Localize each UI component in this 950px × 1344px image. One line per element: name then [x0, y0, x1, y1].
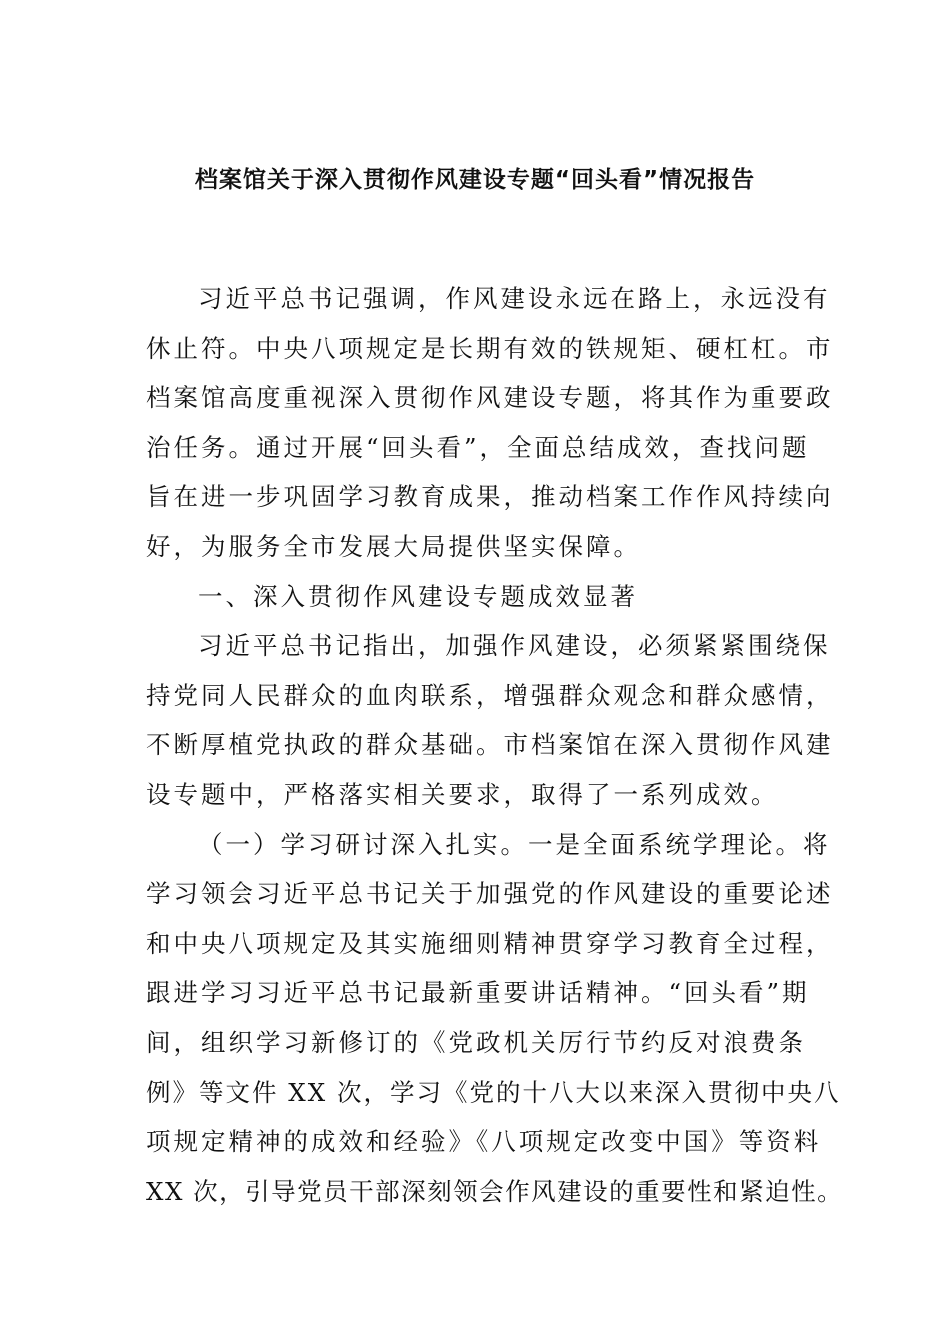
- text-line: 持党同人民群众的血肉联系，增强群众观念和群众感情，: [146, 680, 834, 710]
- text-line: XX 次，引导党员干部深刻领会作风建设的重要性和紧迫性。: [146, 1176, 844, 1206]
- section-heading: 一、深入贯彻作风建设专题成效显著: [198, 581, 638, 611]
- text-line: 档案馆高度重视深入贯彻作风建设专题，将其作为重要政: [146, 383, 834, 413]
- text-line: 间，组织学习新修订的《党政机关厉行节约反对浪费条: [146, 1027, 806, 1057]
- subsection-line: （一）学习研讨深入扎实。一是全面系统学理论。将: [198, 829, 831, 859]
- text-line: 好，为服务全市发展大局提供坚实保障。: [146, 531, 641, 561]
- text-line: 休止符。中央八项规定是长期有效的铁规矩、硬杠杠。市: [146, 333, 834, 363]
- text-line: 项规定精神的成效和经验》《八项规定改变中国》等资料: [146, 1127, 822, 1157]
- text-line: 旨在进一步巩固学习教育成果，推动档案工作作风持续向: [146, 482, 834, 512]
- text-line: 设专题中，严格落实相关要求，取得了一系列成效。: [146, 779, 779, 809]
- text-line: 治任务。通过开展“回头看”，全面总结成效，查找问题: [146, 432, 810, 462]
- text-line: 习近平总书记指出，加强作风建设，必须紧紧围绕保: [198, 631, 831, 661]
- text-line: 不断厚植党执政的群众基础。市档案馆在深入贯彻作风建: [146, 730, 834, 760]
- text-line: 和中央八项规定及其实施细则精神贯穿学习教育全过程，: [146, 928, 834, 958]
- text-line: 跟进学习习近平总书记最新重要讲话精神。“回头看”期: [146, 978, 810, 1008]
- document-title: 档案馆关于深入贯彻作风建设专题“回头看”情况报告: [194, 167, 756, 193]
- text-line: 习近平总书记强调，作风建设永远在路上，永远没有: [198, 284, 831, 313]
- text-line: 学习领会习近平总书记关于加强党的作风建设的重要论述: [146, 879, 834, 909]
- text-line: 例》等文件 XX 次，学习《党的十八大以来深入贯彻中央八: [146, 1077, 841, 1107]
- document-body: [146, 274, 846, 1216]
